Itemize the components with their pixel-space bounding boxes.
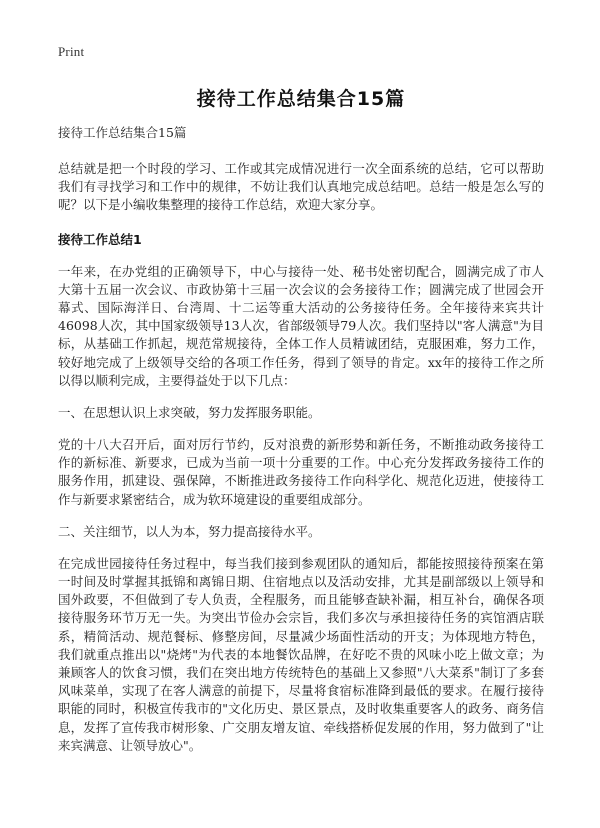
section-paragraph-3: 在完成世园接待任务过程中，每当我们接到参观团队的通知后，都能按照接待预案在第一时间及时掌握其抵锦和离锦日期、住宿地点以及活动安排，尤其是副部级以上领导和国外政要，不但做到了专人负责，全程服务，而且能够查缺补漏，相互补台，确保各项接待服务环节万无一失。为突出节俭办会宗旨，我们多次与承担接待任务的宾馆酒店联系，精简活动、规范餐标、修整房间，尽量减少场面性活动的开支；为体现地方特色，我们就重点推出以"烧烤"为代表的本地餐饮品牌，在好吃不贵的风味小吃上做文章；为兼顾客人的饮食习惯，我们在突出地方传统特色的基础上又参照"八大菜系"制订了多套风味菜单，实现了在客人满意的前提下，尽量将食宿标准降到最低的要求。在履行接待职能的同时，积极宣传我市的"文化历史、景区景点，及时收集重要客人的政务、商务信息，发挥了宣传我市树形象、广交朋友增友谊、牵线搭桥促发展的作用，努力做到了"让来宾满意、让领导放心"。 [58, 555, 544, 753]
point-heading-1: 一、在思想认识上求突破，努力发挥服务职能。 [58, 405, 321, 421]
section-paragraph-1: 一年来，在办党组的正确领导下，中心与接待一处、秘书处密切配合，圆满完成了市人大第十五届一次会议、市政协第十三届一次会议的会务接待工作；圆满完成了世园会开幕式、国际海洋日、台湾周、十二运等重大活动的公务接待任务。全年接待来宾共计46098人次，其中国家级领导13人次，省部级领导79人次。我们坚持以"客人满意"为目标，从基础工作抓起，规范常规接待，全体工作人员精诚团结，克服困难，努力工作，较好地完成了上级领导交给的各项工作任务，得到了领导的肯定。xx年的接待工作之所以得以顺利完成，主要得益处于以下几点： [58, 263, 544, 388]
document-subtitle: 接待工作总结集合15篇 [58, 125, 187, 140]
section-heading: 接待工作总结1 [58, 231, 142, 247]
intro-paragraph: 总结就是把一个时段的学习、工作或其完成情况进行一次全面系统的总结，它可以帮助我们有寻找学习和工作中的规律，不妨让我们认真地完成总结吧。总结一般是怎么写的呢？以下是小编收集整理的接待工作总结，欢迎大家分享。 [58, 161, 544, 213]
point-heading-2: 二、关注细节，以人为本，努力提高接待水平。 [58, 523, 321, 539]
print-label: Print [58, 44, 85, 59]
document-title: 接待工作总结集合15篇 [196, 88, 406, 110]
section-paragraph-2: 党的十八大召开后，面对厉行节约，反对浪费的新形势和新任务，不断推动政务接待工作的新标准、新要求，已成为当前一项十分重要的工作。中心充分发挥政务接待工作的服务作用，抓建设、强保障，不断推进政务接待工作向科学化、规范化迈进，使接待工作与新要求紧密结合，成为软环境建设的重要组成部分。 [58, 437, 544, 507]
